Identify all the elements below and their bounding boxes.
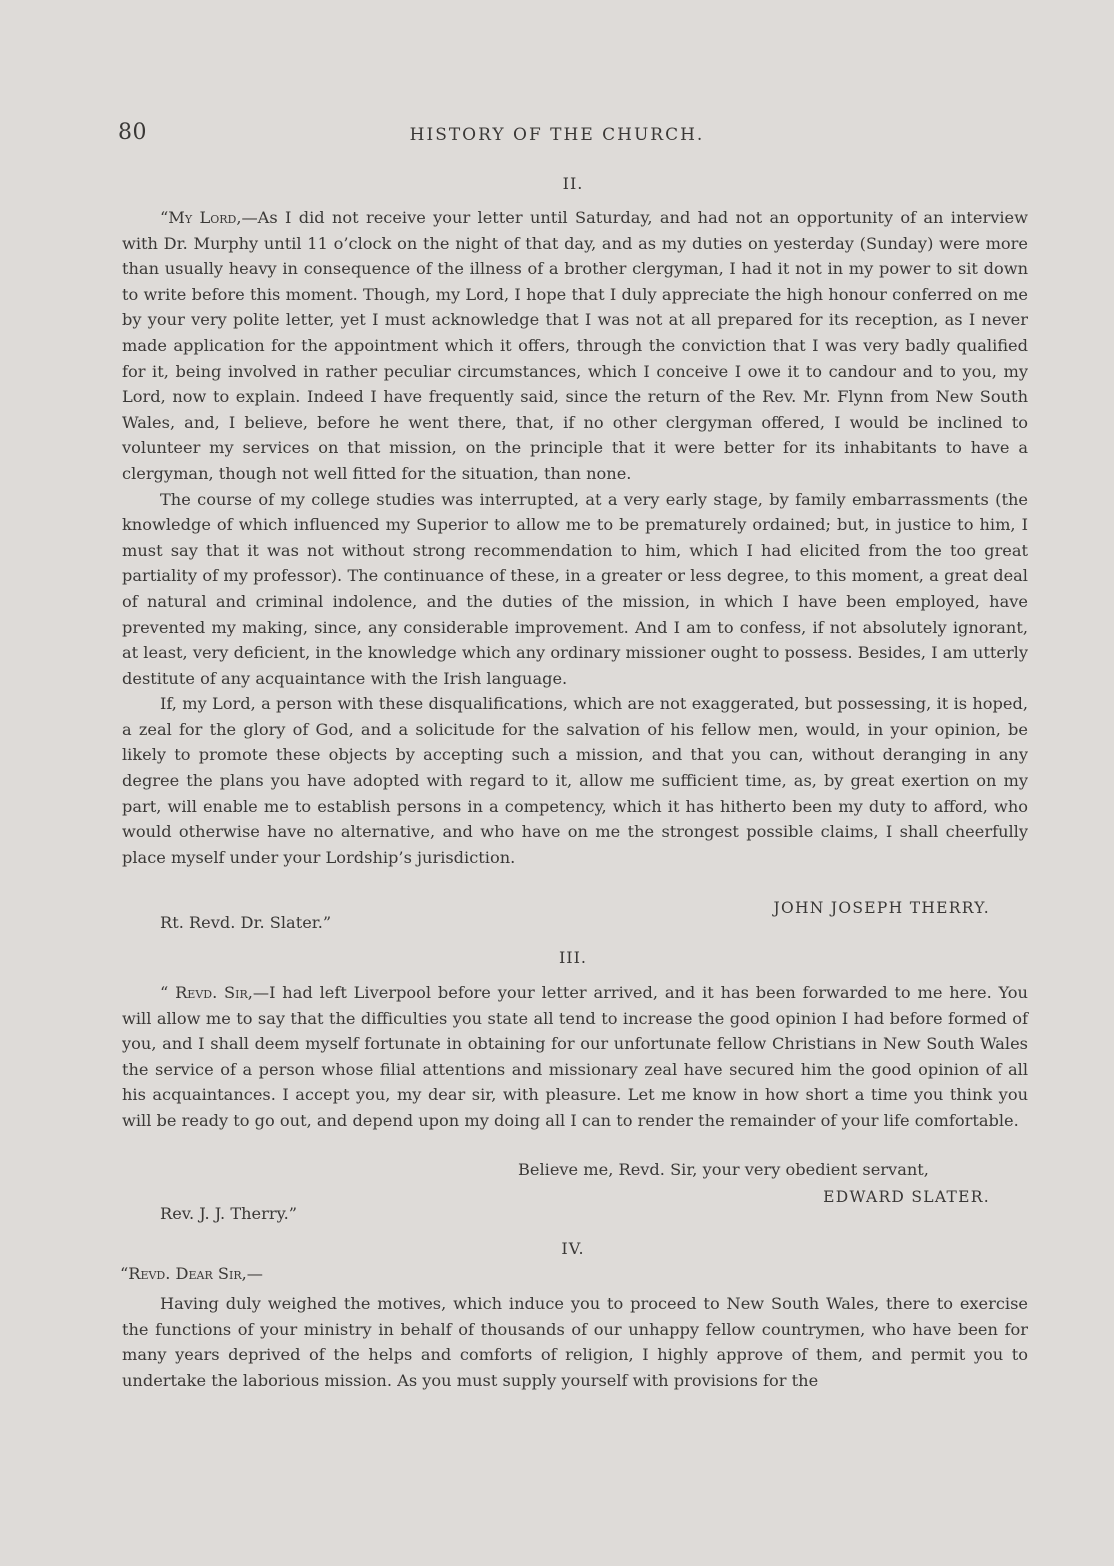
letter-3-paragraph-1-text: —I had left Liverpool before your letter arrived, and it has been forwarded to me here. You will allow me to say that the difficulties you state all tend to increase the good opinion I had before formed of you, and I shall deem myself fortunate in obtaining for our unfortunate fellow Christians in New South Wales the service of a person whose filial attentions and missionary zeal have secured him the good opinion of all his acquaintances. I accept you, my dear sir, with pleasure. Let me know in how short a time you think you will be ready to go out, and depend upon my doing all I can to render the remainder of your life comfortable.: [122, 983, 1028, 1130]
letter-3-paragraph-1: [122, 980, 1028, 1134]
letter-2-paragraph-1-text: —As I did not receive your letter until Saturday, and had not an opportunity of an interview with Dr. Murphy until 11 o’clock on the night of that day, and as my duties on yesterday (Sunday) were more than usually heavy in consequence of the illness of a brother clergyman, I had it not in my power to sit down to write before this moment. Though, my Lord, I hope that I duly appreciate the high honour conferred on me by your very polite letter, yet I must acknowledge that I was not at all prepared for its reception, as I never made application for the appointment which it offers, through the conviction that I was very badly qualified for it, being involved in rather peculiar circumstances, which I conceive I owe it to candour and to you, my Lord, now to explain. Indeed I have frequently said, since the return of the Rev. Mr. Flynn from New South Wales, and, I believe, before he went there, that, if no other clergyman offered, I would be inclined to volunteer my services on that mission, on the principle that it were better for its inhabitants to have a clergyman, though not well fitted for the situation, than none.: [122, 208, 1028, 483]
letter-4-paragraph-1: Having duly weighed the motives, which induce you to proceed to New South Wales, there to exercise the functions of your ministry in behalf of thousands of our unhappy fellow countrymen, who have been for many years deprived of the helps and comforts of religion, I highly approve of them, and permit you to undertake the laborious mission. As you must supply yourself with provisions for the: [122, 1294, 1028, 1390]
letter-2-body: [122, 205, 1028, 870]
letter-2-paragraph-3: If, my Lord, a person with these disqualifications, which are not exaggerated, but possessing, it is hoped, a zeal for the glory of God, and a solicitude for the salvation of his fellow men, would, in your opinion, be likely to promote these objects by accepting such a mission, and that you can, without deranging in any degree the plans you have adopted with regard to it, allow me sufficient time, as, by great exertion on my part, will enable me to establish persons in a competency, which it has hitherto been my duty to afford, who would otherwise have no alternative, and who have on me the strongest possible claims, I shall cheerfully place myself under your Lordship’s jurisdiction.: [122, 694, 1028, 867]
letter-3-closing: Believe me, Revd. Sir, your very obedient servant,: [518, 1160, 929, 1179]
letter-2-paragraph-2: The course of my college studies was interrupted, at a very early stage, by family embarrassments (the knowledge of which influenced my Superior to allow me to be prematurely ordained; but, in justice to him, I must say that it was not without strong recommendation to him, which I had elicited from the too great partiality of my professor). The continuance of these, in a greater or less degree, to this moment, a great deal of natural and criminal indolence, and the duties of the mission, in which I have been employed, have prevented my making, since, any considerable improvement. And I am to confess, if not absolutely ignorant, at least, very deficient, in the knowledge which any ordinary missioner ought to possess. Besides, I am utterly destitute of any acquaintance with the Irish language.: [122, 489, 1028, 688]
letter-3-body: [122, 980, 1028, 1134]
running-title: HISTORY OF THE CHURCH.: [409, 125, 705, 145]
page-number: 80: [118, 120, 147, 145]
letter-2-salutation: “My Lord,: [160, 208, 242, 227]
letter-2-paragraph-1: [122, 205, 1028, 487]
letter-3-signature: EDWARD SLATER.: [823, 1188, 990, 1206]
letter-4-body: [122, 1291, 1028, 1393]
letter-3-numeral: III.: [558, 948, 588, 967]
letter-2-signature: JOHN JOSEPH THERRY.: [773, 899, 990, 917]
letter-4-salutation: “Revd. Dear Sir,—: [120, 1264, 263, 1283]
letter-2-numeral: II.: [562, 174, 584, 193]
letter-4-numeral: IV.: [561, 1239, 585, 1258]
letter-3-addressee: Rev. J. J. Therry.”: [160, 1204, 298, 1223]
letter-2-addressee: Rt. Revd. Dr. Slater.”: [160, 913, 332, 932]
letter-3-salutation: “ Revd. Sir,: [160, 983, 253, 1002]
